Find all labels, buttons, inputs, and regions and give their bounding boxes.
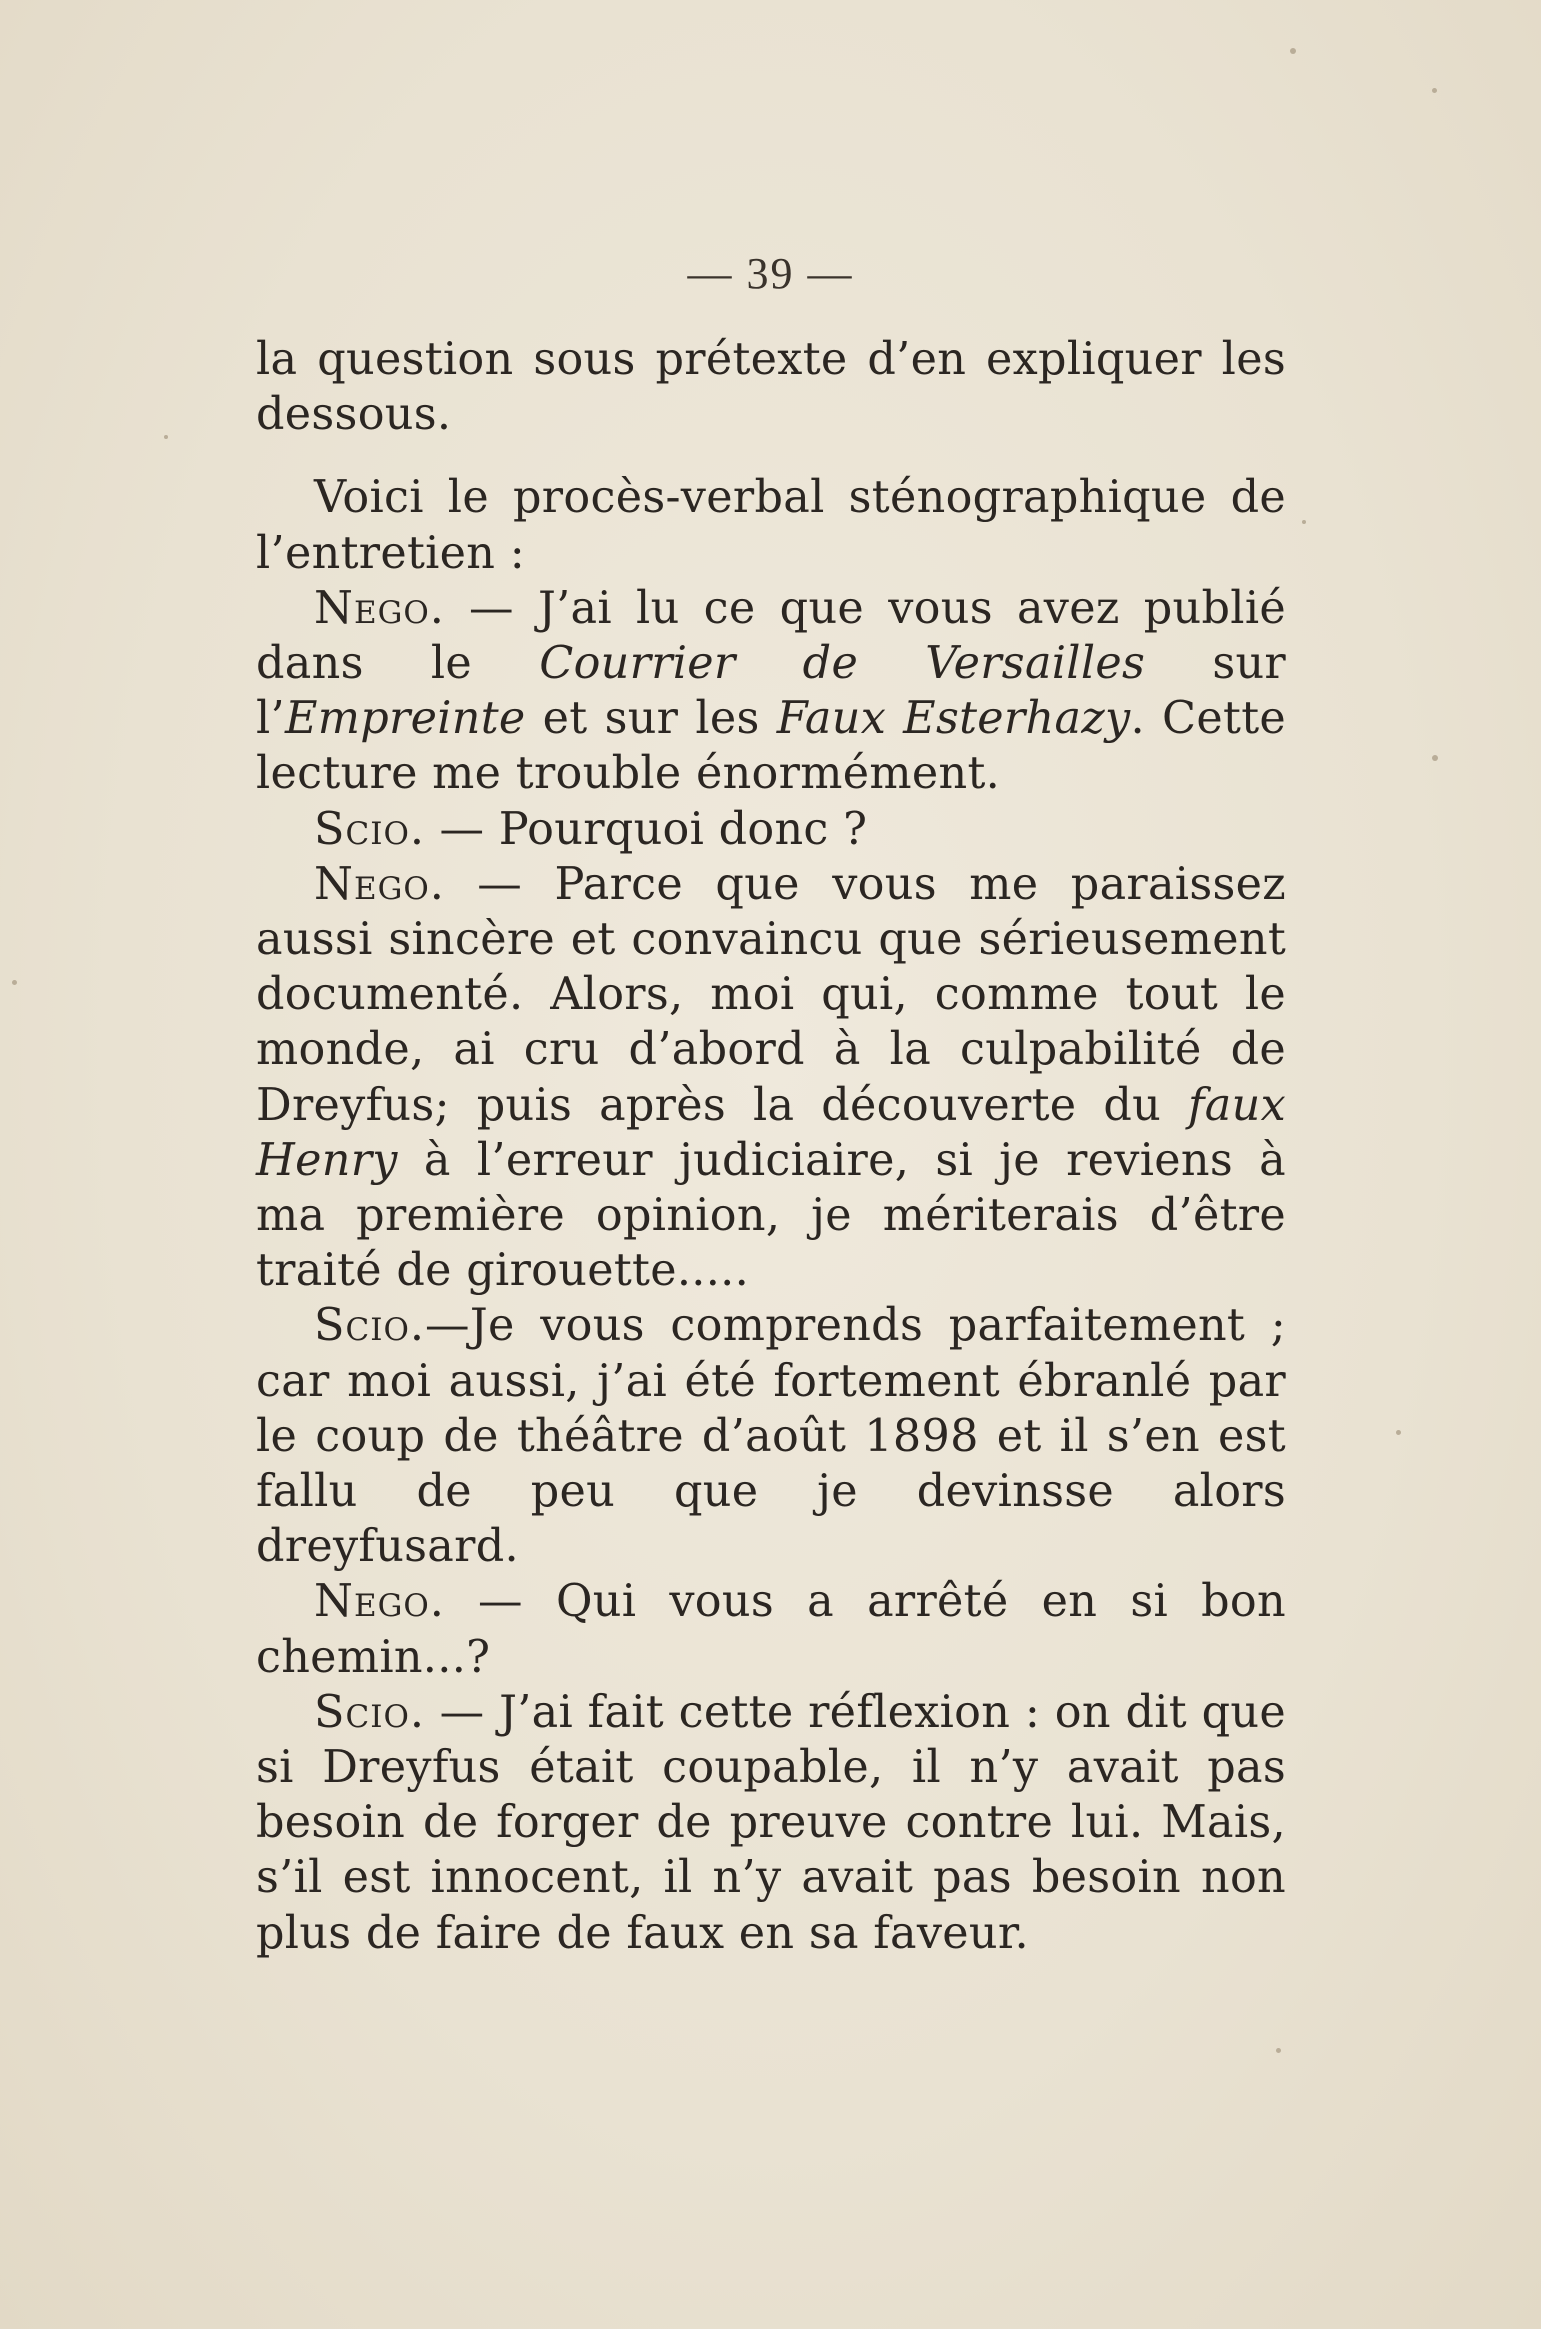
paper-speck [1396,1430,1401,1435]
paper-speck [1432,88,1437,93]
paragraph-continuation: la question sous prétexte d’en expliquer les dessous. [256,334,1286,441]
speaker-name: Nego. [314,1576,445,1628]
italic-title: Empreinte [284,693,526,745]
speaker-name: Scio. [314,803,426,855]
paper-speck [1302,520,1306,524]
paper-speck [1432,755,1438,761]
dialogue-line: Scio. — Pourquoi donc ? [314,803,868,855]
paper-speck [164,435,168,439]
speaker-name: Nego. [314,582,445,634]
dialogue-line: Scio.—Je vous comprends parfaitement ; car moi aussi, j’ai été fortement ébranlé par le coup de théâtre d’août 1898 et il s’en est fallu de peu que je devinsse alors dreyfusard. [256,1300,1286,1573]
paper-speck [1276,2048,1281,2053]
dialogue-line: Nego. — J’ai lu ce que vous avez publié dans le Courrier de Versailles sur l’Empreinte et sur les Faux Esterhazy. Cette lecture me trouble énormément. [256,582,1287,800]
page-number: — 39 — [687,249,854,298]
dialogue-dash: — [425,1686,500,1738]
italic-title: Faux Esterhazy [776,693,1131,745]
italic-title: faux Henry [256,1079,1286,1186]
paragraph-intro: Voici le procès-verbal sténographique de l’entretien : [256,472,1286,579]
dialogue-dash: — [444,582,538,634]
dialogue-line: Nego. — Parce que vous me paraissez aussi sincère et convaincu que sérieusement documenté. Alors, moi qui, comme tout le monde, ai cru d’abord à la culpabilité de Dreyfus; puis après la découverte du faux Henry à l’erreur judiciaire, si je reviens à ma première opinion, je mériterais d’être traité de girouette..... [256,858,1286,1297]
speaker-name: Nego. [314,858,445,910]
dialogue-line: Scio. — J’ai fait cette réflexion : on dit que si Dreyfus était coupable, il n’y avait pas besoin de forger de preuve contre lui. Mais, s’il est innocent, il n’y avait pas besoin non plus de faire de faux en sa faveur. [256,1686,1286,1959]
dialogue-dash: — [425,803,499,855]
dialogue-dash: — [425,1300,470,1352]
speaker-name: Scio. [314,1300,426,1352]
body-text [256,332,1286,1961]
dialogue-dash: — [444,1576,556,1628]
paper-speck [1290,48,1296,54]
dialogue-dash: — [444,858,555,910]
dialogue-line: Nego. — Qui vous a arrêté en si bon chemin...? [256,1576,1286,1683]
italic-title: Courrier de Versailles [539,638,1146,690]
speaker-name: Scio. [314,1686,426,1738]
paper-speck [12,980,17,985]
